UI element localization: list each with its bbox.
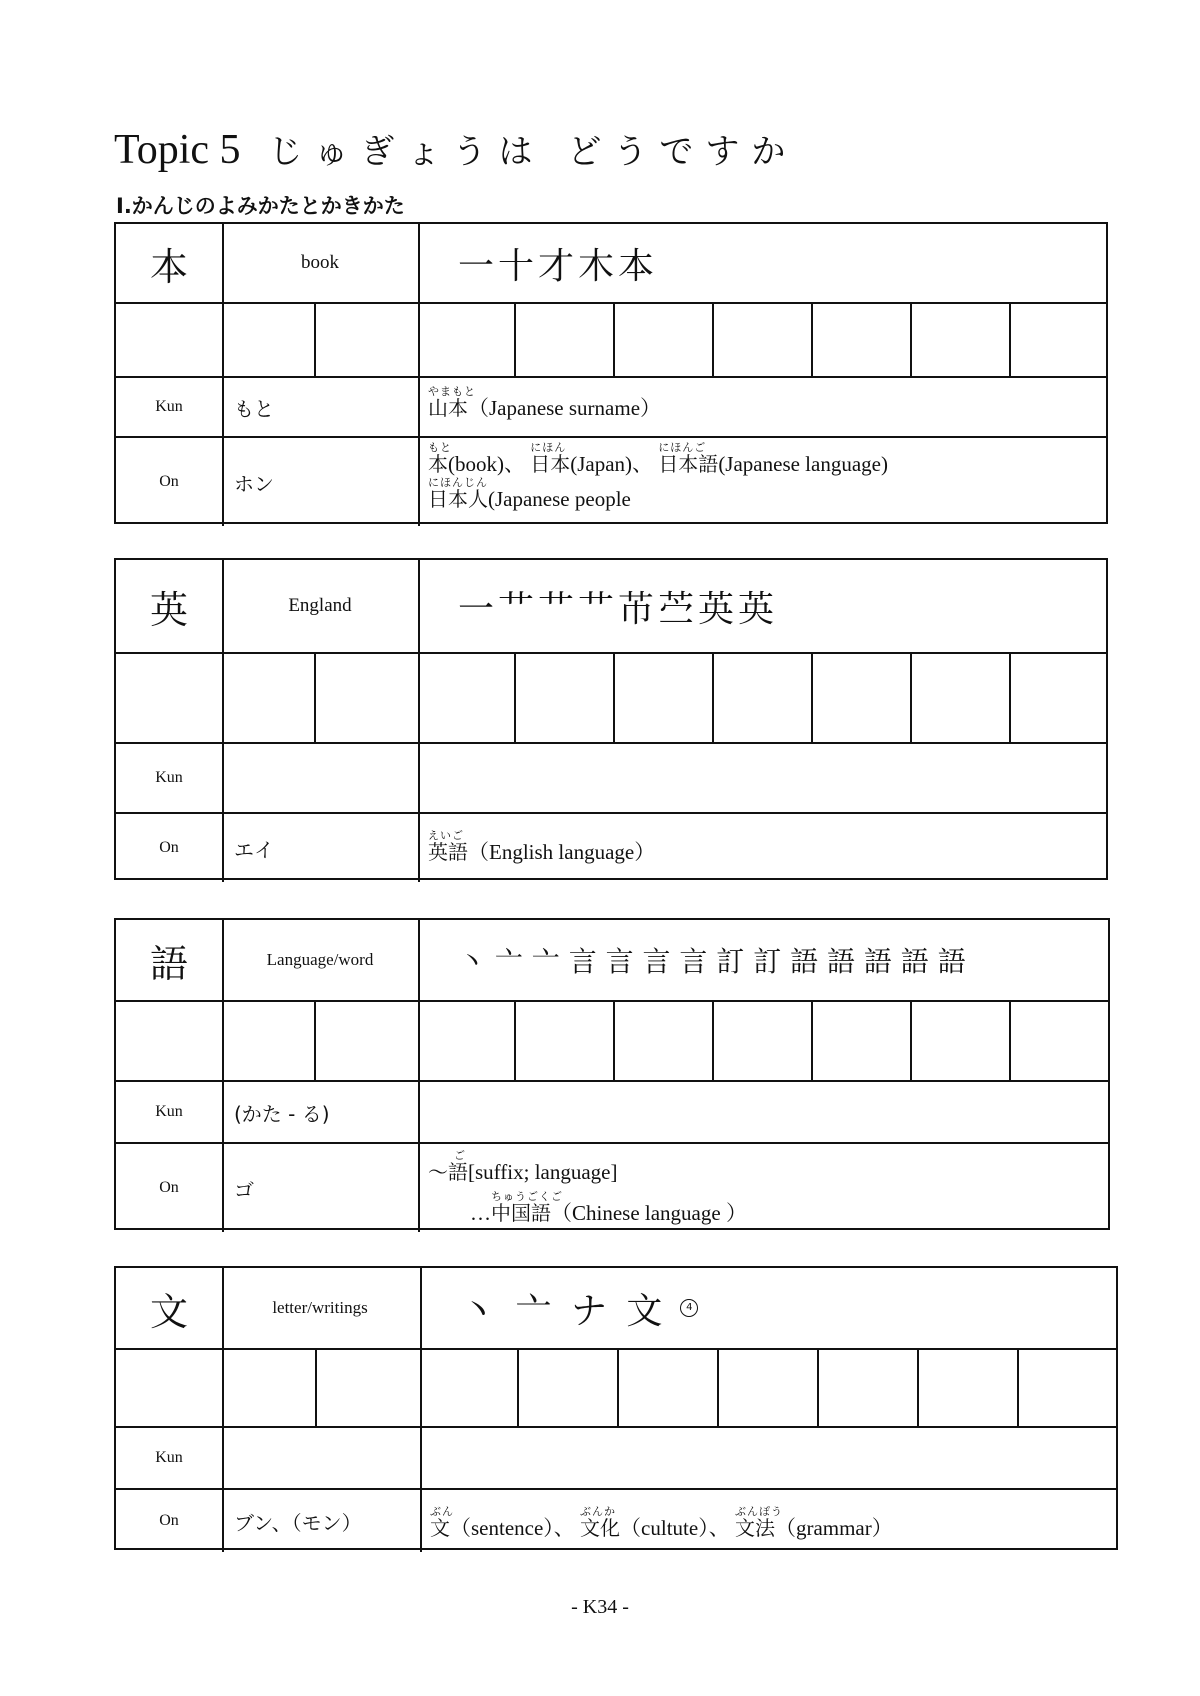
example-gloss: (book)、 (448, 452, 525, 476)
on-label: On (159, 1179, 179, 1196)
ruby: ぶん (430, 1505, 454, 1518)
kun-examples (418, 378, 1106, 436)
ruby: ぶんぽう (734, 1505, 783, 1518)
kanji-meaning: book (301, 252, 339, 273)
stroke-sequence: 丶 亠 ナ 文 (460, 1290, 667, 1332)
section-heading: Ⅰ.かんじのよみかたとかきかた (116, 194, 405, 218)
stroke-order (420, 1268, 1116, 1348)
ellipsis: … (470, 1201, 491, 1225)
ruby: もと (428, 441, 452, 454)
example-word: 中国語 (491, 1201, 551, 1225)
example-word: 日本 (530, 452, 571, 476)
kanji-character: 英 (149, 587, 188, 632)
kun-row (116, 1426, 1116, 1488)
kanji-character: 本 (149, 244, 188, 289)
example-word: 山本 (428, 396, 468, 420)
ruby: ご (454, 1149, 466, 1162)
example-word: 本 (428, 452, 448, 476)
ruby: えいご (428, 829, 464, 842)
example-word: 日本人 (428, 487, 488, 511)
kun-label: Kun (155, 769, 183, 786)
on-examples (418, 438, 1106, 526)
kun-row (116, 742, 1106, 812)
example-gloss: （Chinese language ） (551, 1201, 747, 1225)
kanji-header-row (116, 224, 1106, 302)
example-gloss: [suffix; language] (468, 1160, 618, 1184)
kanji-card-hon (114, 222, 1108, 524)
kun-label: Kun (155, 398, 183, 415)
kun-reading (222, 1428, 420, 1488)
ruby: にほん (530, 441, 567, 454)
kanji-card-bun (114, 1266, 1118, 1550)
ruby: にほんじん (428, 476, 488, 489)
example-gloss: (Japan)、 (570, 452, 654, 476)
on-row (116, 1142, 1108, 1232)
example-gloss: （grammar） (774, 1516, 893, 1540)
ruby: ぶんか (580, 1505, 617, 1518)
kanji-meaning: England (288, 595, 352, 616)
practice-row[interactable] (116, 1348, 1116, 1426)
practice-row[interactable] (116, 652, 1106, 742)
example-word: 文法 (734, 1516, 775, 1540)
on-reading: エイ (234, 837, 274, 862)
example-word: 文化 (580, 1516, 621, 1540)
on-label: On (159, 839, 179, 856)
ruby: やまもと (428, 385, 476, 398)
kun-reading (222, 744, 418, 812)
kanji-character: 語 (149, 941, 188, 986)
on-row (116, 1488, 1116, 1552)
example-gloss: （sentence）、 (450, 1516, 575, 1540)
example-gloss: (Japanese language) (718, 452, 888, 476)
example-gloss: （cultute）、 (620, 1516, 730, 1540)
kun-reading: もと (234, 396, 274, 421)
example-gloss: （Japanese surname） (468, 396, 662, 420)
on-label: On (159, 1512, 179, 1529)
on-examples (418, 1144, 1108, 1232)
stroke-order: 一艹艹艹芇苎英英 (458, 588, 779, 630)
kanji-card-go (114, 918, 1110, 1230)
stroke-order: 一十才木本 (458, 245, 659, 287)
kanji-card-ei (114, 558, 1108, 880)
practice-row[interactable] (116, 302, 1106, 376)
kun-label: Kun (155, 1449, 183, 1466)
on-reading: ホン (234, 471, 274, 496)
example-word: 〜語 (428, 1160, 468, 1184)
on-label: On (159, 473, 179, 490)
kanji-character: 文 (149, 1289, 188, 1334)
on-reading: ブン、（モン） (234, 1510, 362, 1535)
ruby: ちゅうごくご (491, 1190, 563, 1203)
on-row (116, 436, 1106, 526)
example-gloss: （English language） (468, 840, 656, 864)
stroke-count-badge: 4 (680, 1299, 698, 1317)
topic-title-japanese: じゅぎょうは どうですか (268, 132, 798, 172)
example-word: 英語 (428, 840, 468, 864)
on-examples (418, 814, 1106, 882)
page-number: - K34 - (571, 1596, 629, 1618)
kanji-meaning: Language/word (266, 950, 374, 969)
kun-row (116, 376, 1106, 436)
example-word: 文 (430, 1516, 450, 1540)
page-title (114, 124, 797, 174)
practice-row[interactable] (116, 1000, 1108, 1080)
on-examples (420, 1490, 1116, 1552)
on-reading: ゴ (234, 1177, 254, 1202)
example-gloss: (Japanese people (488, 487, 631, 511)
ruby: にほんご (658, 441, 707, 454)
kun-row (116, 1080, 1108, 1142)
stroke-order: 丶 亠 亠 言 言 言 言 訂 訂 語 語 語 語 語 (458, 945, 966, 978)
on-row (116, 812, 1106, 882)
kanji-header-row (116, 560, 1106, 652)
kanji-header-row (116, 920, 1108, 1000)
topic-number: Topic 5 (114, 127, 241, 173)
kanji-header-row (116, 1268, 1116, 1348)
example-word: 日本語 (658, 452, 719, 476)
kun-reading: (かた - る) (234, 1101, 330, 1126)
kun-label: Kun (155, 1103, 183, 1120)
kanji-meaning: letter/writings (272, 1298, 368, 1317)
